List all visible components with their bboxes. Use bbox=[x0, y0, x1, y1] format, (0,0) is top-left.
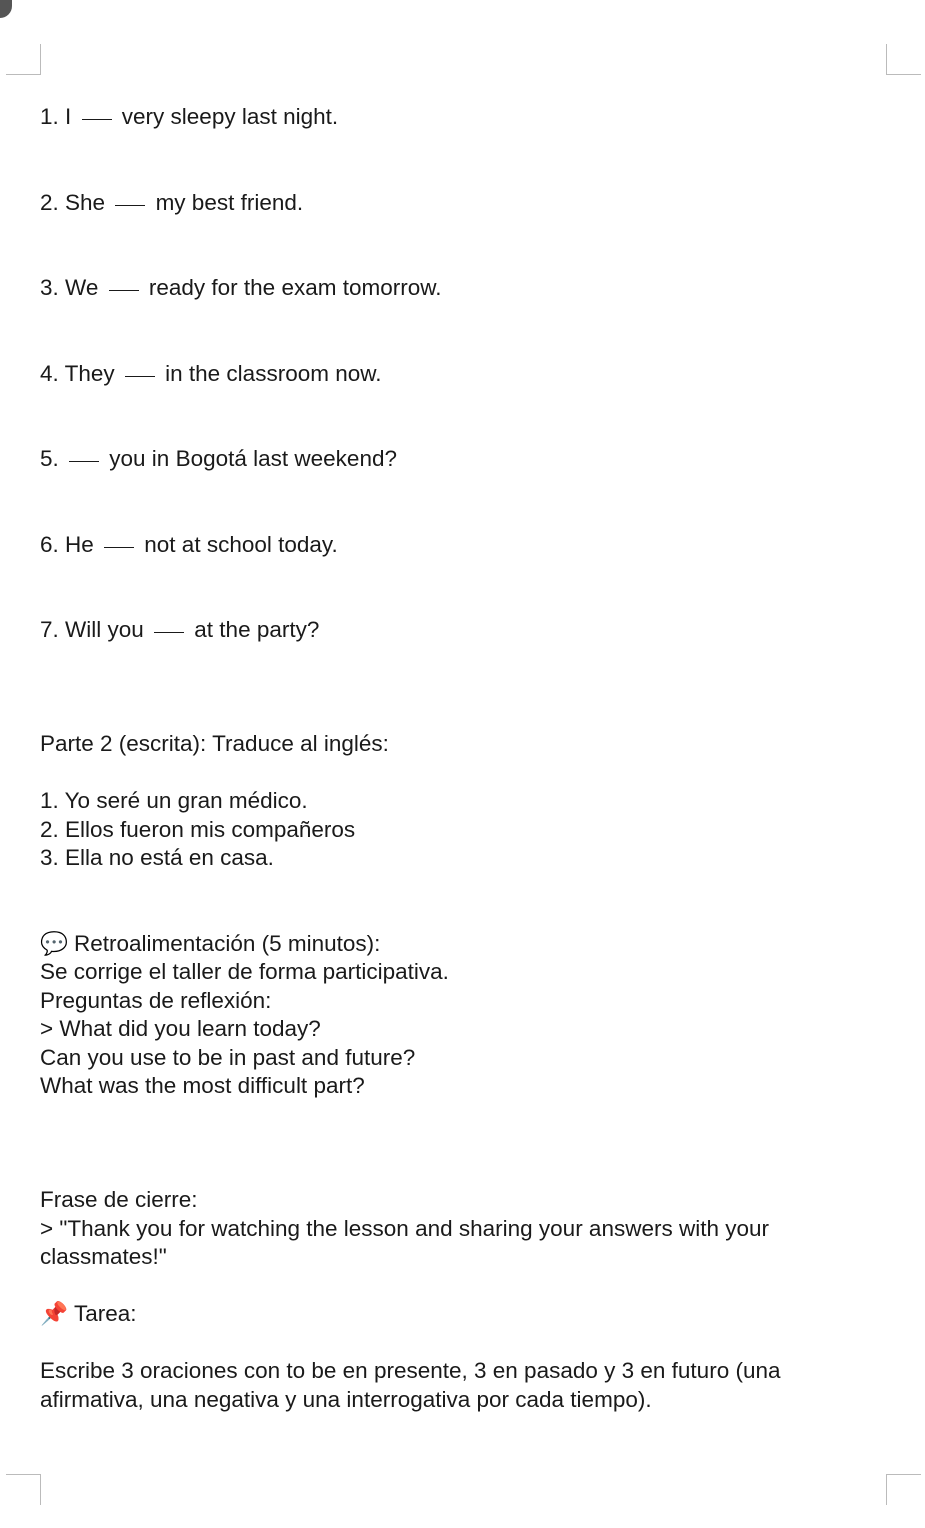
homework-title: Tarea: bbox=[74, 1301, 137, 1326]
part2-item: 3. Ella no está en casa. bbox=[40, 845, 274, 870]
exercise-item bbox=[40, 360, 382, 388]
feedback-line: Preguntas de reflexión: bbox=[40, 988, 272, 1013]
exercise-prefix: 2. She bbox=[40, 189, 112, 215]
closing-line: classmates!" bbox=[40, 1244, 167, 1269]
crop-mark-top-right bbox=[886, 44, 921, 75]
blank-line bbox=[125, 376, 155, 377]
exercise-rest: at the party? bbox=[188, 617, 320, 642]
exercise-item bbox=[40, 103, 338, 131]
exercise-rest: my best friend. bbox=[149, 189, 304, 215]
exercise-rest: very sleepy last night. bbox=[115, 104, 339, 129]
exercise-item bbox=[40, 531, 338, 559]
part2-item: 2. Ellos fueron mis compañeros bbox=[40, 817, 356, 842]
pushpin-icon: 📌 bbox=[40, 1301, 69, 1326]
exercise-prefix: 4. They bbox=[40, 360, 121, 386]
exercise-prefix: 6. He bbox=[40, 531, 101, 557]
homework-line: Escribe 3 oraciones con to be en presente, 3 en pasado y 3 en futuro (una bbox=[40, 1358, 781, 1383]
blank-line bbox=[109, 290, 139, 291]
exercise-rest: you in Bogotá last weekend? bbox=[103, 446, 397, 471]
homework-heading bbox=[40, 1300, 137, 1328]
blank-line bbox=[115, 205, 145, 206]
exercise-rest: not at school today. bbox=[138, 531, 338, 557]
part2-title: Parte 2 (escrita): Traduce al inglés: bbox=[40, 731, 389, 756]
feedback-line: Can you use to be in past and future? bbox=[40, 1045, 416, 1070]
exercise-prefix: 7. Will you bbox=[40, 617, 151, 642]
closing-line: > "Thank you for watching the lesson and sharing your answers with your bbox=[40, 1216, 769, 1241]
crop-mark-bottom-left bbox=[6, 1474, 41, 1505]
exercise-item bbox=[40, 616, 319, 644]
crop-mark-top-left bbox=[6, 44, 41, 75]
blank-line bbox=[154, 632, 184, 633]
closing-title: Frase de cierre: bbox=[40, 1187, 198, 1212]
feedback-heading bbox=[40, 930, 380, 958]
exercise-item bbox=[40, 189, 303, 217]
scroll-handle[interactable] bbox=[0, 0, 12, 18]
exercise-prefix: 1. I bbox=[40, 104, 78, 129]
exercise-prefix: 3. We bbox=[40, 275, 105, 300]
feedback-line: Se corrige el taller de forma participativa. bbox=[40, 959, 449, 984]
feedback-line: > What did you learn today? bbox=[40, 1016, 321, 1041]
speech-bubble-icon: 💬 bbox=[40, 931, 69, 956]
exercise-prefix: 5. bbox=[40, 446, 66, 471]
blank-line bbox=[104, 547, 134, 548]
exercise-item bbox=[40, 445, 397, 473]
exercise-rest: ready for the exam tomorrow. bbox=[142, 275, 442, 300]
feedback-title: Retroalimentación (5 minutos): bbox=[74, 931, 381, 956]
part2-item: 1. Yo seré un gran médico. bbox=[40, 788, 308, 813]
blank-line bbox=[69, 461, 99, 462]
blank-line bbox=[82, 119, 112, 120]
crop-mark-bottom-right bbox=[886, 1474, 921, 1505]
exercise-item bbox=[40, 274, 442, 302]
homework-line: afirmativa, una negativa y una interrogativa por cada tiempo). bbox=[40, 1387, 652, 1412]
exercise-rest: in the classroom now. bbox=[158, 360, 382, 386]
feedback-line: What was the most difficult part? bbox=[40, 1073, 365, 1098]
